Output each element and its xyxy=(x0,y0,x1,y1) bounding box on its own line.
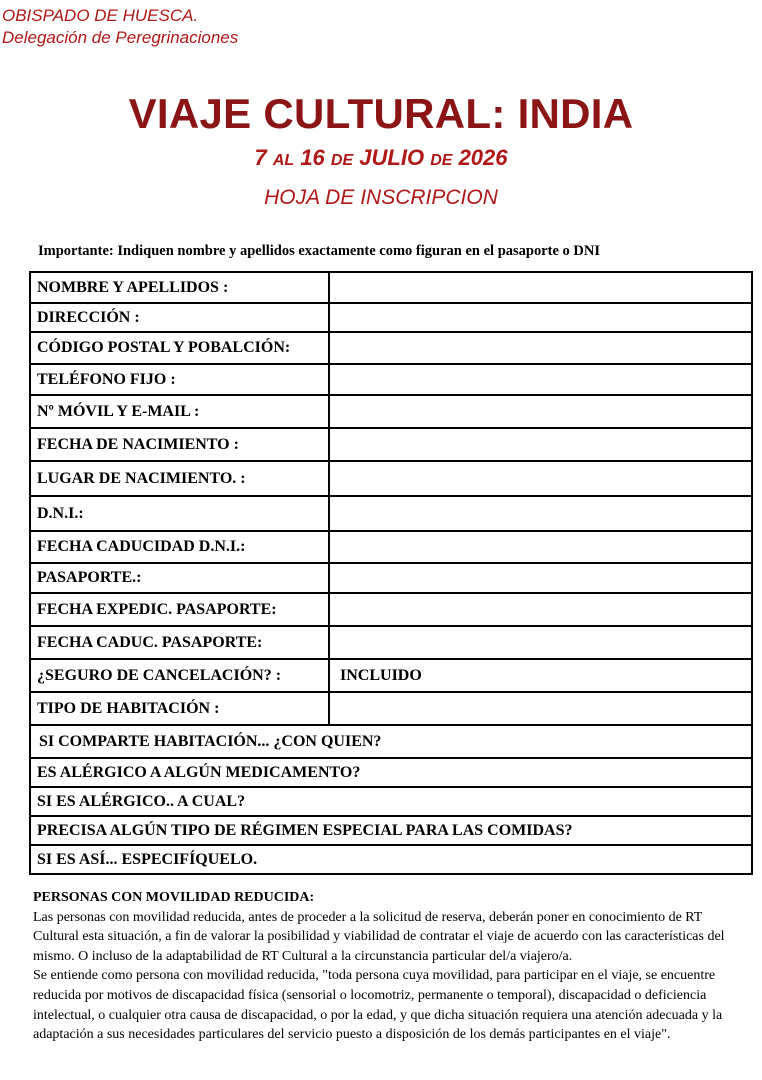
field-row-birth-place xyxy=(31,460,751,495)
dni-input[interactable] xyxy=(328,497,751,530)
question-label: SI ES ALÉRGICO.. A CUAL? xyxy=(37,792,246,810)
question-row-diet-specify[interactable] xyxy=(31,844,751,873)
field-label: FECHA CADUCIDAD D.N.I.: xyxy=(37,538,246,555)
passport-input[interactable] xyxy=(328,564,751,592)
question-row-diet[interactable] xyxy=(31,815,751,844)
field-row-address xyxy=(31,302,751,331)
notes-heading: PERSONAS CON MOVILIDAD REDUCIDA: xyxy=(33,890,315,905)
page-title: VIAJE CULTURAL: INDIA xyxy=(128,90,634,137)
question-row-roommate[interactable] xyxy=(31,724,751,757)
end-day: 16 xyxy=(300,145,325,170)
notes-paragraph-2: Se entiende como persona con movilidad reducida, "toda persona cuya movilidad, para participar en el viaje, se encuentre reducida por motivos de discapacidad física (sensorial o locomotriz, permanente o temporal), discapacidad o deficiencia intelectual, o cualquier otra causa de discapacidad, o por la edad, y que dicha situación requiera una atención adecuada y la adaptación a sus necesidades particulares del servicio puesto a disposición de los demás participantes en el viaje". xyxy=(33,968,723,1043)
field-row-dni-expiry xyxy=(31,530,751,562)
question-label: PRECISA ALGÚN TIPO DE RÉGIMEN ESPECIAL PARA LAS COMIDAS? xyxy=(37,821,573,839)
field-label: FECHA CADUC. PASAPORTE: xyxy=(37,633,263,651)
birth-place-input[interactable] xyxy=(328,462,751,495)
field-label: FECHA DE NACIMIENTO : xyxy=(37,435,239,453)
notes-paragraph-1: Las personas con movilidad reducida, antes de proceder a la solicitud de reserva, deberán poner en conocimiento de RT Cultural esta situación, a fin de valorar la posibilidad y viabilidad de contratar el viaje de acuerdo con las características del mismo. O incluso de la adaptabilidad de RT Cultural a la circunstancia particular del/a viajero/a. xyxy=(33,909,725,964)
field-row-birth-date xyxy=(31,427,751,460)
passport-issue-input[interactable] xyxy=(328,594,751,625)
phone-input[interactable] xyxy=(328,365,751,394)
field-label: LUGAR DE NACIMIENTO. : xyxy=(37,469,246,487)
month: JULIO xyxy=(359,145,425,170)
room-type-input[interactable] xyxy=(328,693,751,724)
question-label: SI ES ASÍ... ESPECIFÍQUELO. xyxy=(37,850,258,868)
date-de-2: DE xyxy=(430,152,453,169)
address-input[interactable] xyxy=(328,304,751,331)
date-al: AL xyxy=(272,152,295,169)
field-label: CÓDIGO POSTAL Y POBALCIÓN: xyxy=(37,339,291,356)
birth-date-input[interactable] xyxy=(328,429,751,460)
field-row-passport-issue xyxy=(31,592,751,625)
field-row-mobile-email xyxy=(31,394,751,427)
form-subtitle: HOJA DE INSCRIPCION xyxy=(264,186,498,209)
name-input[interactable] xyxy=(328,273,751,302)
field-label: D.N.I.: xyxy=(37,504,84,522)
field-row-insurance xyxy=(31,658,751,691)
field-row-room-type xyxy=(31,691,751,724)
start-day: 7 xyxy=(254,145,267,170)
mobile-email-input[interactable] xyxy=(328,396,751,427)
field-row-dni xyxy=(31,495,751,530)
field-label: DIRECCIÓN : xyxy=(37,308,140,326)
field-label: Nº MÓVIL Y E-MAIL : xyxy=(37,402,200,420)
field-label: TIPO DE HABITACIÓN : xyxy=(37,699,220,717)
trip-dates xyxy=(0,143,762,176)
field-label: TELÉFONO FIJO : xyxy=(37,370,176,388)
field-label: ¿SEGURO DE CANCELACIÓN? : xyxy=(37,666,282,684)
question-row-allergic[interactable] xyxy=(31,757,751,786)
date-de-1: DE xyxy=(330,152,354,169)
postal-town-input[interactable] xyxy=(328,333,751,363)
important-note: Importante: Indiquen nombre y apellidos exactamente como figuran en el pasaporte o DNI xyxy=(38,243,600,259)
field-row-phone xyxy=(31,363,751,394)
field-label: FECHA EXPEDIC. PASAPORTE: xyxy=(37,600,277,618)
field-row-postal xyxy=(31,331,751,363)
org-department: Delegación de Peregrinaciones xyxy=(2,28,239,47)
field-row-name xyxy=(31,273,751,302)
registration-form xyxy=(29,271,753,875)
field-row-passport-expiry xyxy=(31,625,751,658)
org-name: OBISPADO DE HUESCA. xyxy=(2,6,199,25)
passport-expiry-input[interactable] xyxy=(328,627,751,658)
field-label: NOMBRE Y APELLIDOS : xyxy=(37,278,229,296)
reduced-mobility-notes xyxy=(33,888,745,1045)
year: 2026 xyxy=(458,145,508,170)
question-label: SI COMPARTE HABITACIÓN... ¿CON QUIEN? xyxy=(39,732,382,750)
question-row-allergy-which[interactable] xyxy=(31,786,751,815)
field-label: PASAPORTE.: xyxy=(37,569,142,586)
field-row-passport xyxy=(31,562,751,592)
question-label: ES ALÉRGICO A ALGÚN MEDICAMENTO? xyxy=(37,763,361,781)
insurance-value: INCLUIDO xyxy=(328,660,751,691)
dni-expiry-input[interactable] xyxy=(328,532,751,562)
